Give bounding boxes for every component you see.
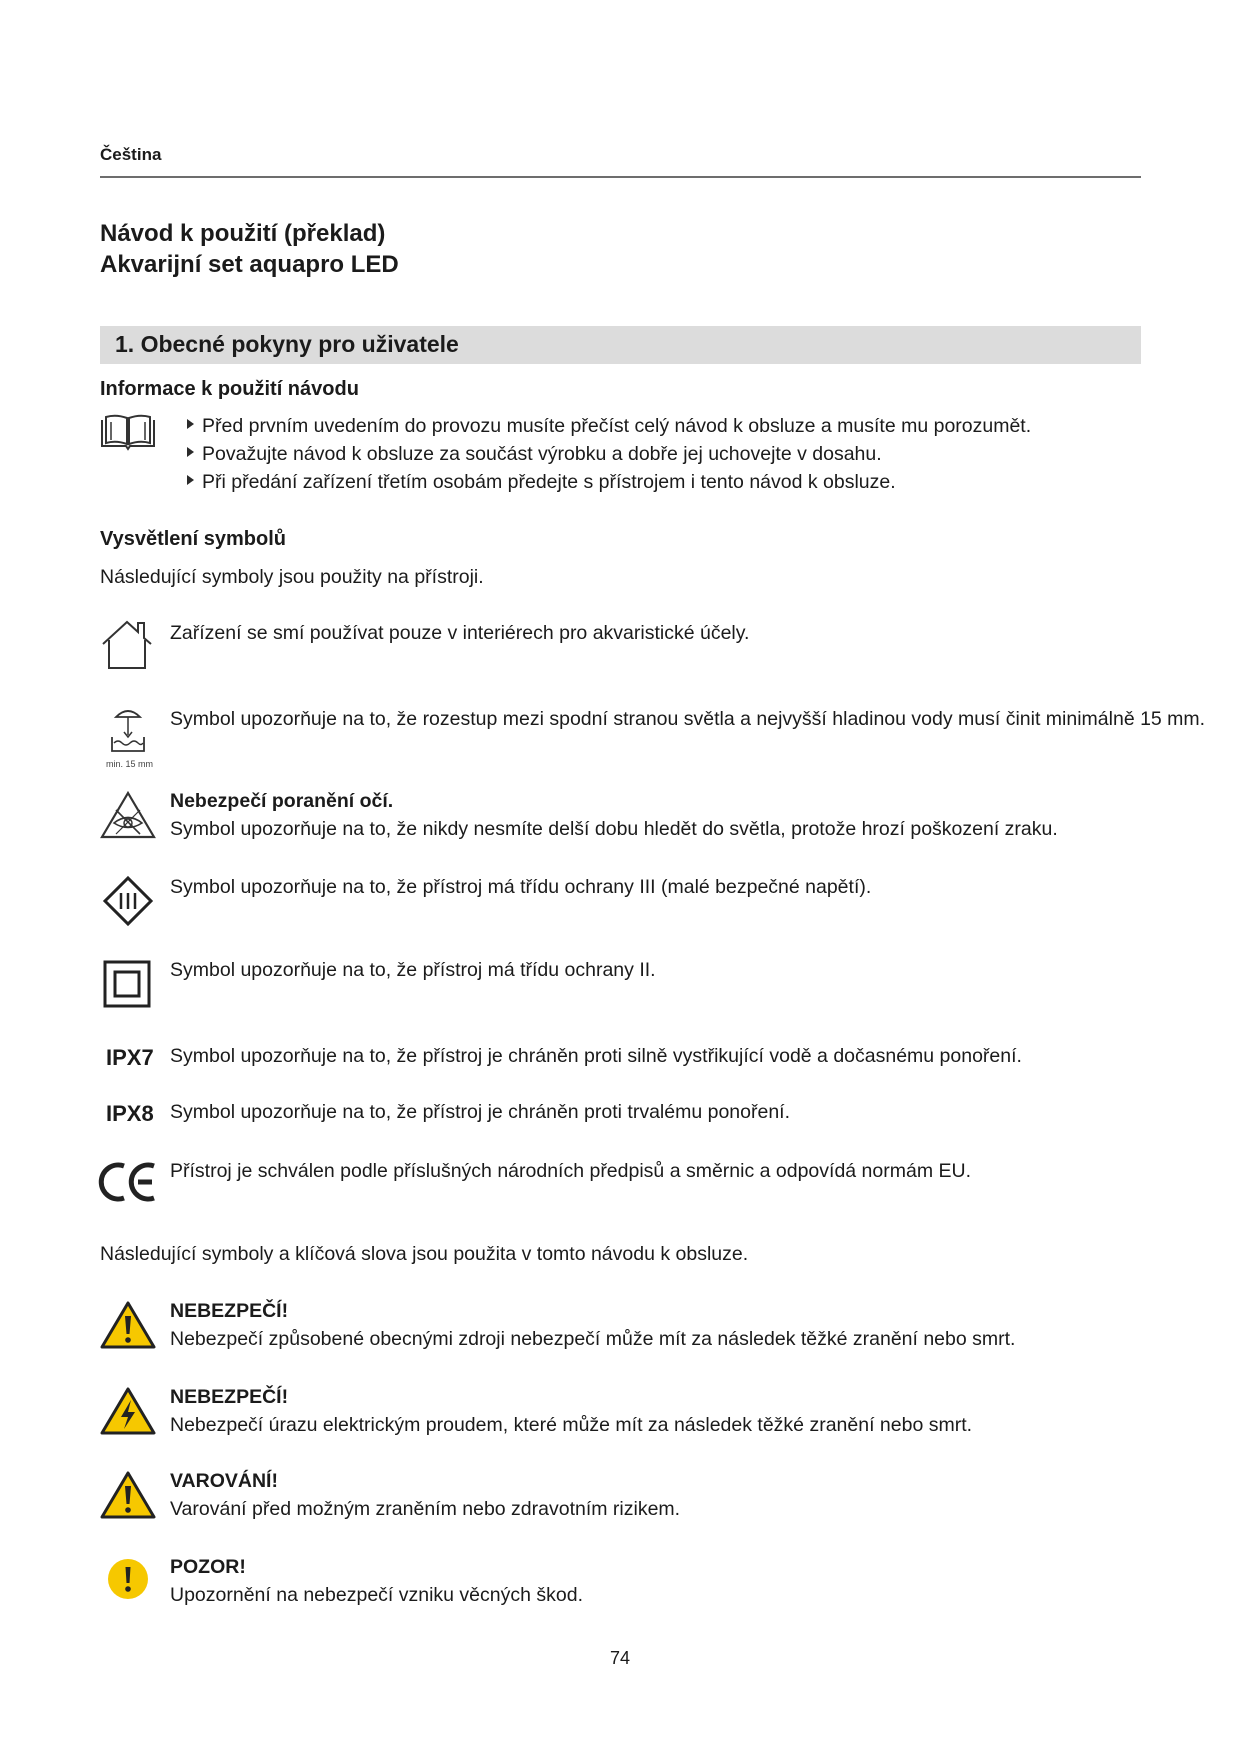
ipx8-label: IPX8: [106, 1101, 154, 1126]
keyword-text: Varování před možným zraněním nebo zdravotním rizikem.: [170, 1498, 681, 1520]
info-heading: Informace k použití návodu: [100, 378, 359, 400]
symbol-text: Zařízení se smí používat pouze v interiérech pro akvaristické účely.: [170, 622, 750, 644]
keyword-title: POZOR!: [170, 1556, 246, 1578]
symbol-text: Symbol upozorňuje na to, že rozestup mezi spodní stranou světla a nejvyšší hladinou vody musí činit minimálně 15 mm.: [170, 708, 1206, 730]
symbol-text: Symbol upozorňuje na to, že přístroj má třídu ochrany II.: [170, 959, 656, 981]
symbol-text: Přístroj je schválen podle příslušných národních předpisů a směrnic a odpovídá normám EU.: [170, 1160, 971, 1182]
caution-circle-icon: [107, 1558, 149, 1600]
symbol-text: Symbol upozorňuje na to, že přístroj je chráněn proti trvalému ponoření.: [170, 1101, 791, 1123]
symbol-title: Nebezpečí poranění očí.: [170, 790, 394, 812]
keyword-title: NEBEZPEČÍ!: [170, 1300, 289, 1322]
keyword-text: Nebezpečí úrazu elektrickým proudem, které může mít za následek těžké zranění nebo smrt.: [170, 1414, 973, 1436]
ipx7-label: IPX7: [106, 1045, 154, 1070]
symbols-heading: Vysvětlení symbolů: [100, 528, 286, 550]
keyword-title: VAROVÁNÍ!: [170, 1470, 278, 1492]
symbol-text: Symbol upozorňuje na to, že nikdy nesmíte delší dobu hledět do světla, protože hrozí poškození zraku.: [170, 818, 1058, 840]
list-item: Považujte návod k obsluze za součást výrobku a dobře jej uchovejte v dosahu.: [187, 443, 882, 466]
document-title: Návod k použití (překlad): [100, 220, 386, 247]
document-subtitle: Akvarijní set aquapro LED: [100, 251, 399, 278]
keyword-text: Nebezpečí způsobené obecnými zdroji nebezpečí může mít za následek těžké zranění nebo smrt.: [170, 1328, 1016, 1350]
protection-class-3-icon: [103, 876, 153, 926]
language-label: Čeština: [100, 145, 162, 164]
keyword-text: Upozornění na nebezpečí vzniku věcných škod.: [170, 1584, 583, 1606]
house-icon: [100, 618, 156, 670]
list-item: Při předání zařízení třetím osobám předejte s přístrojem i tento návod k obsluze.: [187, 471, 896, 494]
eye-hazard-icon: [100, 790, 156, 840]
symbol-text: Symbol upozorňuje na to, že přístroj je chráněn proti silně vystřikující vodě a dočasnému ponoření.: [170, 1045, 1022, 1067]
protection-class-2-icon: [103, 960, 151, 1008]
min-distance-caption: min. 15 mm: [106, 759, 154, 769]
list-item: Před prvním uvedením do provozu musíte přečíst celý návod k obsluze a musíte mu porozumět.: [187, 415, 1031, 438]
book-icon: [98, 414, 158, 454]
water-distance-icon: [108, 705, 148, 755]
section-title: 1. Obecné pokyny pro uživatele: [115, 331, 459, 357]
ce-mark-icon: [100, 1160, 158, 1204]
keyword-title: NEBEZPEČÍ!: [170, 1386, 289, 1408]
header-rule: [100, 176, 1141, 178]
keywords-intro: Následující symboly a klíčová slova jsou použita v tomto návodu k obsluze.: [100, 1243, 749, 1265]
symbol-text: Symbol upozorňuje na to, že přístroj má třídu ochrany III (malé bezpečné napětí).: [170, 876, 872, 898]
warning-triangle-icon: [100, 1300, 156, 1350]
electric-hazard-icon: [100, 1386, 156, 1436]
warning-triangle-icon: [100, 1470, 156, 1520]
page-number: 74: [610, 1648, 631, 1668]
symbols-intro: Následující symboly jsou použity na přístroji.: [100, 566, 484, 588]
